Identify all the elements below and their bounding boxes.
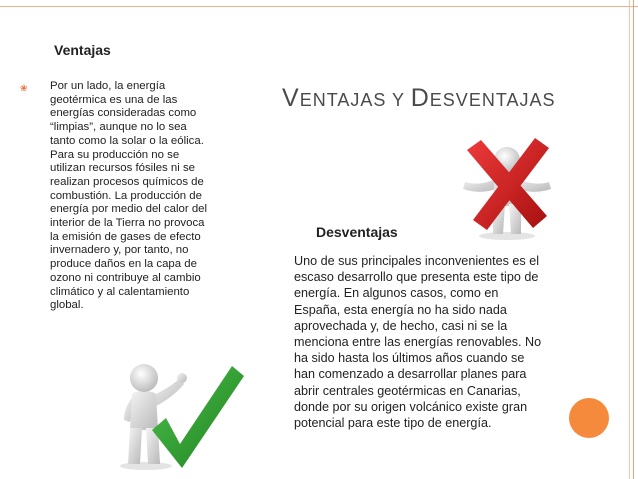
figure-with-red-cross-icon (453, 132, 558, 242)
title-letter-2: D (410, 84, 430, 112)
ventajas-heading: Ventajas (54, 42, 111, 58)
slide-top-border (0, 0, 638, 7)
slide-right-border-outer (633, 0, 634, 479)
slide-title (282, 84, 556, 113)
ventajas-text: Por un lado, la energía geotérmica es una de las energías consideradas como “limpias”, aunque no lo sea tanto como la solar o la eólica. Para su producción no se utilizan recursos fósiles ni se realizan procesos químicos de combustión. La producción de energía por medio del calor del interior de la Tierra no provoca la emisión de gases de efecto invernadero y, por tanto, no produce daños en la capa de ozono ni contribuye al cambio climático y al calentamiento global. (50, 80, 208, 312)
title-letter-1: V (282, 84, 300, 112)
bullet-icon: ❀ (20, 83, 28, 93)
desventajas-text: Uno de sus principales inconvenientes es el escaso desarrollo que presenta este tipo de energía. En algunos casos, como en España, esta energía no ha sido nada aprovechada y, de hecho, casi ni se la menciona entre las energías renovables. No ha sido hasta los últimos años cuando se han comenzado a desarrollar planes para abrir centrales geotérmicas en Canarias, donde por su origen volcánico existe gran potencial para este tipo de energía. (294, 254, 542, 431)
slide-right-border-inner (629, 0, 630, 479)
figure-with-green-check-icon (112, 352, 244, 472)
title-part-2: ESVENTAJAS (429, 90, 556, 110)
title-part-1: ENTAJAS Y (299, 90, 411, 110)
decorative-orange-dot (569, 398, 609, 438)
desventajas-heading: Desventajas (316, 224, 398, 240)
